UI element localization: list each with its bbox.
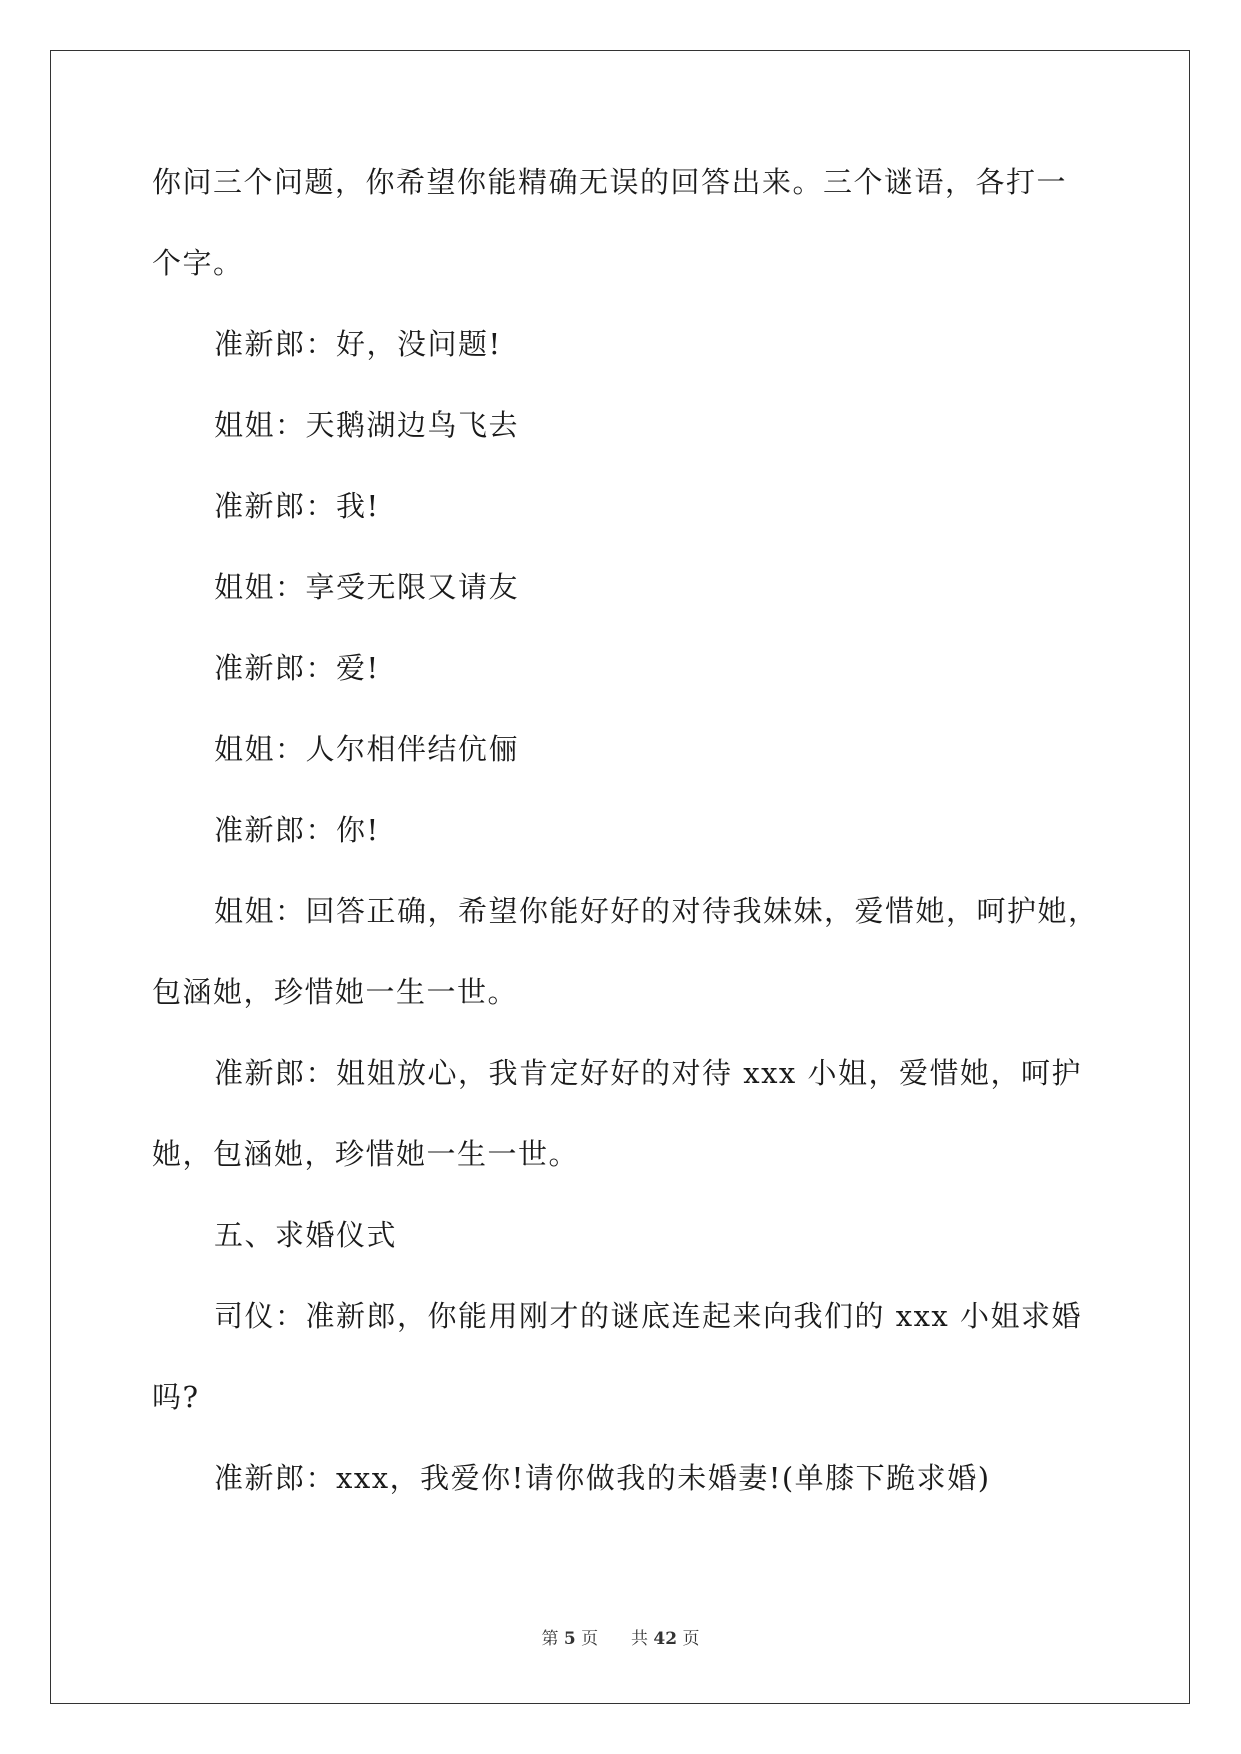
page-number: 5 bbox=[563, 1629, 576, 1649]
page-suffix: 页 bbox=[581, 1629, 599, 1649]
text-line: 准新郎：xxx，我爱你!请你做我的未婚妻!(单膝下跪求婚) bbox=[214, 1461, 991, 1495]
text-line: 司仪：准新郎，你能用刚才的谜底连起来向我们的 xxx 小姐求婚 bbox=[214, 1299, 1083, 1333]
page-prefix: 第 bbox=[541, 1629, 559, 1649]
text-line: 姐姐：人尔相伴结伉俪 bbox=[214, 732, 520, 766]
text-line: 你问三个问题，你希望你能精确无误的回答出来。三个谜语，各打一 bbox=[152, 165, 1068, 199]
text-line: 姐姐：回答正确，希望你能好好的对待我妹妹，爱惜她，呵护她， bbox=[214, 894, 1099, 928]
text-line: 准新郎：你! bbox=[214, 813, 380, 847]
text-line: 姐姐：享受无限又请友 bbox=[214, 570, 520, 604]
text-line: 个字。 bbox=[152, 246, 244, 280]
text-line: 准新郎：爱! bbox=[214, 651, 380, 685]
text-line: 准新郎：好，没问题! bbox=[214, 327, 502, 361]
text-line: 包涵她，珍惜她一生一世。 bbox=[152, 975, 519, 1009]
text-line: 姐姐：天鹅湖边鸟飞去 bbox=[214, 408, 520, 442]
text-line: 吗? bbox=[152, 1380, 200, 1414]
text-line: 准新郎：姐姐放心，我肯定好好的对待 xxx 小姐，爱惜她，呵护 bbox=[214, 1056, 1083, 1090]
section-heading: 五、求婚仪式 bbox=[214, 1218, 398, 1252]
total-prefix: 共 bbox=[630, 1629, 648, 1649]
text-line: 她，包涵她，珍惜她一生一世。 bbox=[152, 1137, 580, 1171]
total-suffix: 页 bbox=[682, 1629, 700, 1649]
page-footer bbox=[0, 1624, 1241, 1649]
total-pages: 42 bbox=[653, 1629, 678, 1649]
document-body bbox=[152, 162, 1099, 1539]
text-line: 准新郎：我! bbox=[214, 489, 380, 523]
